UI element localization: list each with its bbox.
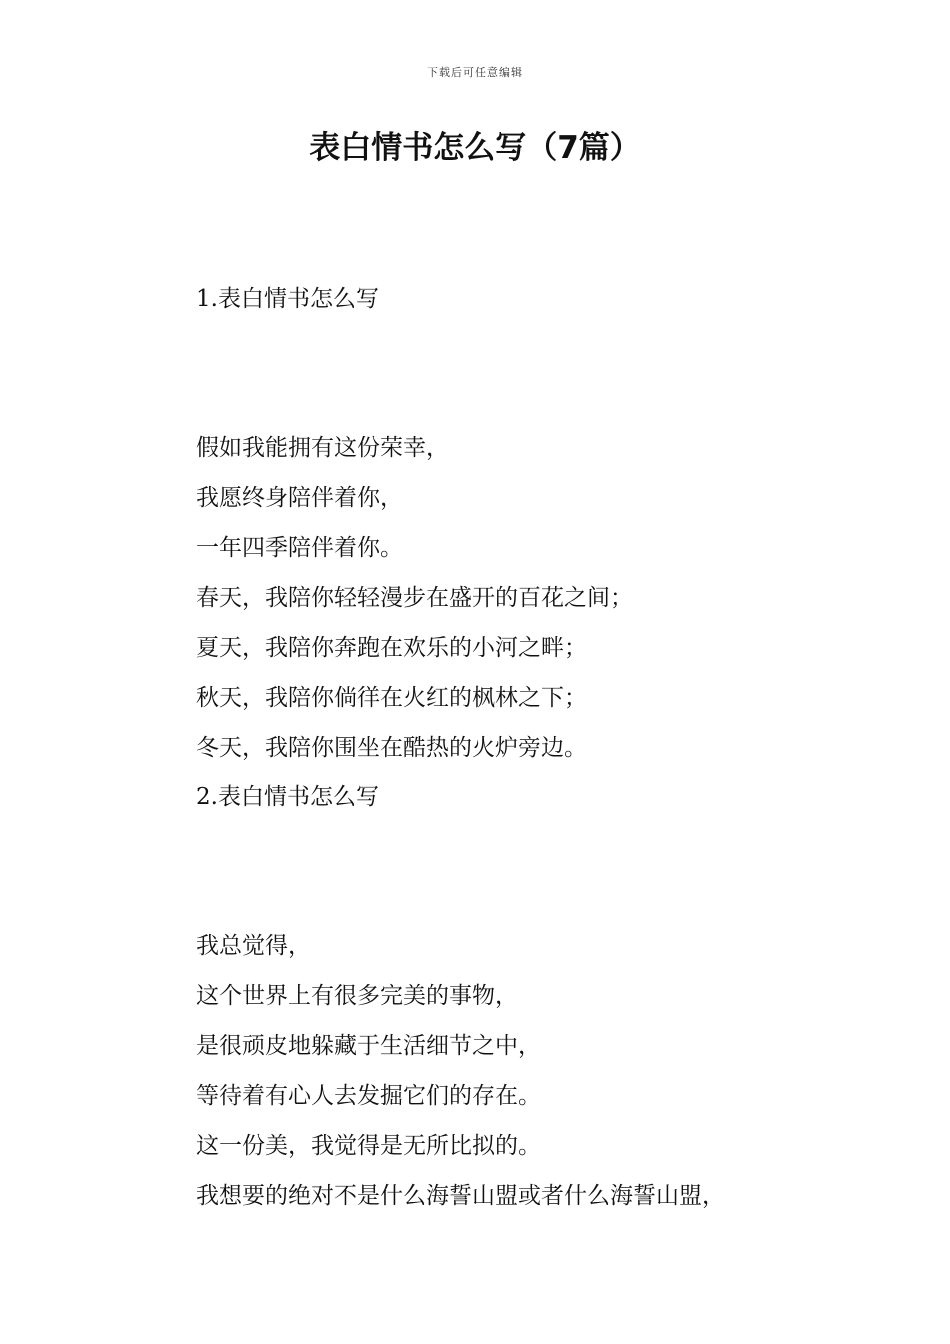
header-note: 下载后可任意编辑: [427, 66, 523, 79]
paragraph-line: 假如我能拥有这份荣幸，: [196, 435, 449, 461]
paragraph-line: 我想要的绝对不是什么海誓山盟或者什么海誓山盟，: [196, 1183, 725, 1209]
section-heading-1: 1.表白情书怎么写: [196, 286, 379, 312]
paragraph-line: 等待着有心人去发掘它们的存在。: [196, 1083, 541, 1109]
paragraph-line: 春天，我陪你轻轻漫步在盛开的百花之间；: [196, 585, 633, 611]
paragraph-line: 这个世界上有很多完美的事物，: [196, 983, 518, 1009]
paragraph-line: 一年四季陪伴着你。: [196, 535, 403, 561]
paragraph-line: 冬天，我陪你围坐在酷热的火炉旁边。: [196, 735, 587, 761]
document-title: 表白情书怎么写（7篇）: [309, 130, 641, 166]
paragraph-line: 是很顽皮地躲藏于生活细节之中，: [196, 1033, 541, 1059]
paragraph-line: 夏天，我陪你奔跑在欢乐的小河之畔；: [196, 635, 587, 661]
paragraph-line: 我愿终身陪伴着你，: [196, 485, 403, 511]
section-heading-2: 2.表白情书怎么写: [196, 784, 379, 810]
paragraph-line: 我总觉得，: [196, 933, 311, 959]
paragraph-line: 秋天，我陪你倘徉在火红的枫林之下；: [196, 685, 587, 711]
paragraph-line: 这一份美，我觉得是无所比拟的。: [196, 1133, 541, 1159]
